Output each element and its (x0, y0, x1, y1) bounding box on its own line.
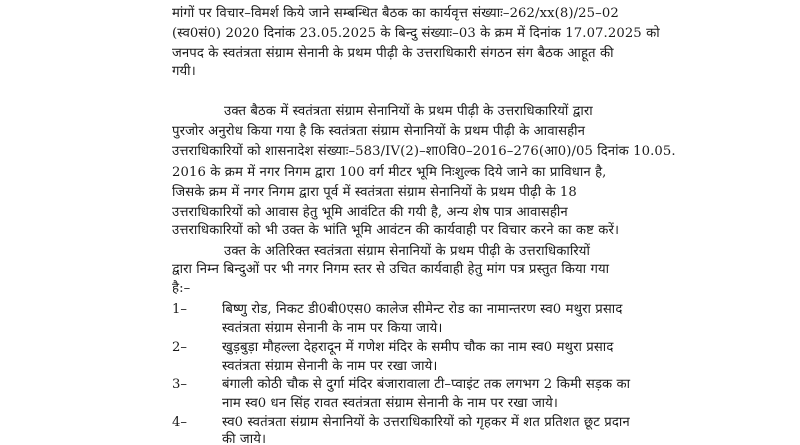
list-item-line: बंगाली कोठी चौक से दुर्गा मंदिर बंजारावाला टी–प्वाइंट तक लगभग 2 किमी सड़क का (222, 377, 631, 392)
paragraph-2-line-5: जिसके क्रम में नगर निगम द्वारा पूर्व में स्वतंत्रता संग्राम सेनानियों के प्रथम पीढ़ी के 18 (172, 185, 577, 200)
paragraph-3-line-2: द्वारा निम्न बिन्दुओं पर भी नगर निगम स्तर से उचित कार्यवाही हेतु मांग पत्र प्रस्तुत किया गया (172, 262, 610, 277)
list-item-line: खुड़बुड़ा मौहल्ला देहरादून में गणेश मंदिर के समीप चौक का नाम स्व0 मथुरा प्रसाद (222, 340, 614, 355)
list-item-number: 2– (172, 340, 187, 355)
list-item-line: नाम स्व0 धन सिंह रावत स्वतंत्रता संग्राम सेनानी के नाम पर रखा जाये। (222, 396, 559, 411)
list-item-number: 3– (172, 377, 187, 392)
list-item-line: स्वतंत्रता संग्राम सेनानी के नाम पर किया जाये। (222, 321, 443, 336)
paragraph-1-line-3: जनपद के स्वतंत्रता संग्राम सेनानी के प्रथम पीढ़ी के उत्तराधिकारी संगठन संग बैठक आहूत की (172, 46, 614, 61)
list-item-line: बिष्णु रोड, निकट डी0बी0एस0 कालेज सीमेन्ट रोड का नामान्तरण स्व0 मथुरा प्रसाद (222, 302, 623, 317)
paragraph-2-line-4: 2016 के क्रम में नगर निगम द्वारा 100 वर्ग मीटर भूमि निःशुल्क दिये जाने का प्राविधान है, (172, 165, 607, 180)
list-item-number: 1– (172, 302, 187, 317)
paragraph-2-line-3: उत्तराधिकारियों को शासनादेश संख्याः–583/IV(2)–शा0वि0–2016–276(आ0)/05 दिनांक 10.05. (172, 144, 676, 159)
list-item-line: स्व0 स्वतंत्रता संग्राम सेनानियों के उत्तराधिकारियों को गृहकर में शत प्रतिशत छूट प्रदान (222, 415, 630, 430)
paragraph-3-line-3: है:– (172, 281, 191, 296)
paragraph-2-line-1: उक्त बैठक में स्वतंत्रता संग्राम सेनानियों के प्रथम पीढ़ी के उत्तराधिकारियों द्वारा (224, 104, 593, 119)
paragraph-1-line-4: गयी। (172, 64, 196, 79)
paragraph-1-line-1: मांगों पर विचार–विमर्श किये जाने सम्बन्धित बैठक का कार्यवृत्त संख्याः–262/xx(8)/25–02 (172, 6, 619, 21)
paragraph-2-line-6: उत्तराधिकारियों को आवास हेतु भूमि आवंटित की गयी है, अन्य शेष पात्र आवासहीन (172, 205, 568, 220)
list-item-line: स्वतंत्रता संग्राम सेनानी के नाम पर रखा जाये। (222, 359, 438, 374)
list-item-line: की जाये। (222, 432, 267, 445)
list-item-number: 4– (172, 415, 187, 430)
paragraph-2-line-7: उत्तराधिकारियों को भी उक्त के भांति भूमि आवंटन की कार्यवाही पर विचार करने का कष्ट करें। (172, 223, 620, 238)
paragraph-2-line-2: पुरजोर अनुरोध किया गया है कि स्वतंत्रता संग्राम सेनानियों के प्रथम पीढ़ी के आवासहीन (172, 124, 586, 139)
paragraph-1-line-2: (स्व0सं0) 2020 दिनांक 23.05.2025 के बिन्दु संख्याः–03 के क्रम में दिनांक 17.07.2025 को (172, 26, 660, 41)
paragraph-3-line-1: उक्त के अतिरिक्त स्वतंत्रता संग्राम सेनानियों के प्रथम पीढ़ी के उत्तराधिकारियों (224, 244, 590, 259)
